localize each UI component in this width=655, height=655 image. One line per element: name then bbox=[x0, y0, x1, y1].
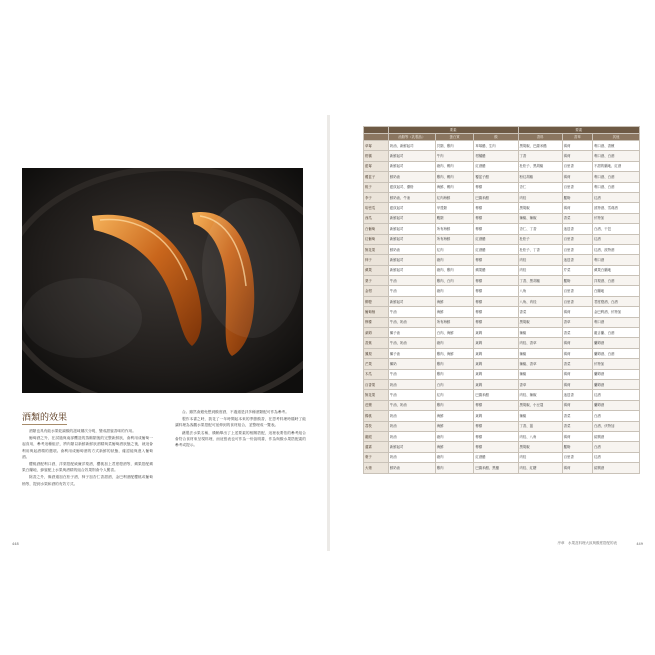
table-cell: 丁香、黑胡椒 bbox=[518, 276, 562, 286]
table-cell: 豬肉 bbox=[435, 255, 474, 265]
fruit-name-cell: 葡萄柚 bbox=[364, 307, 389, 317]
table-cell: 草莓醋、生肉 bbox=[474, 141, 518, 151]
table-cell: 檸檬 bbox=[474, 182, 518, 192]
table-cell: 牛肉 bbox=[435, 151, 474, 161]
column-header: 蛋白質 bbox=[435, 134, 474, 141]
table-cell: 百里香 bbox=[562, 452, 592, 462]
table-row bbox=[364, 421, 640, 431]
table-cell: 蘭姆酒、白酒 bbox=[593, 348, 640, 358]
table-cell: 八角、肉桂 bbox=[518, 296, 562, 306]
table-cell: 白肉、海鮮 bbox=[435, 328, 474, 338]
table-cell: 紅酒 bbox=[593, 192, 640, 202]
table-cell: 新鮮起司 bbox=[388, 265, 435, 275]
table-cell: 椰奶 bbox=[388, 359, 435, 369]
table-cell: 紅酒醋 bbox=[474, 244, 518, 254]
table-row bbox=[364, 317, 640, 327]
table-cell: 椰子油 bbox=[388, 348, 435, 358]
table-row bbox=[364, 442, 640, 452]
group-header: 要素 bbox=[518, 127, 639, 134]
table-cell: 奶油 bbox=[388, 411, 435, 421]
table-cell: 辣椒、辣椒 bbox=[518, 213, 562, 223]
table-cell: 雞肉 bbox=[435, 463, 474, 473]
table-cell: 香菜 bbox=[518, 307, 562, 317]
table-row bbox=[364, 255, 640, 265]
table-cell: 白酒 bbox=[593, 411, 640, 421]
table-row bbox=[364, 431, 640, 441]
table-cell: 檸檬 bbox=[474, 307, 518, 317]
fruit-name-cell: 草莓 bbox=[364, 141, 389, 151]
table-cell: 黑胡椒 bbox=[518, 317, 562, 327]
table-cell: 杏仁、丁香 bbox=[518, 224, 562, 234]
fruit-name-cell: 藍莓 bbox=[364, 161, 389, 171]
table-cell: 香菜 bbox=[562, 359, 592, 369]
table-cell: 利口酒、香檳 bbox=[593, 141, 640, 151]
table-cell: 杏仁 bbox=[518, 182, 562, 192]
table-cell: 丁香、薑 bbox=[518, 421, 562, 431]
table-cell: 牛油 bbox=[388, 286, 435, 296]
table-cell: 覆盆子醋 bbox=[474, 172, 518, 182]
column-header bbox=[364, 134, 389, 141]
table-cell: 肉桂 bbox=[518, 192, 562, 202]
column-header: 其他 bbox=[593, 134, 640, 141]
table-cell: 迷迭香 bbox=[562, 255, 592, 265]
table-cell: 藍紋起司、優格 bbox=[388, 182, 435, 192]
table-cell: 牛油 bbox=[388, 369, 435, 379]
table-cell: 海鮮 bbox=[435, 296, 474, 306]
paragraph: 除香之外，像酒還加在松子酒，柿子加杏仁香甜酒，金巴利酒配櫻桃或葡萄柚等，提到水果和酒的有效方式。 bbox=[22, 475, 153, 486]
table-cell: 波特酒、雪莉酒 bbox=[593, 203, 640, 213]
table-cell: 百里香 bbox=[562, 161, 592, 171]
table-cell: 杜松子、黑胡椒 bbox=[518, 161, 562, 171]
table-cell: 薄荷 bbox=[562, 463, 592, 473]
table-cell: 利口酒、白酒 bbox=[593, 151, 640, 161]
fruit-name-cell: 龍眼 bbox=[364, 431, 389, 441]
paragraph: 葡萄酒之外，在試過與南部釀造的蒸餾類後的完整新鮮狀，會利用成葡萄一起食用，參考這種組法，將肉類以新鮮新鮮狀酒精與菜葡萄酒狀態之後，就這會利用與起酒精的選項。會利用成葡萄酒的方式新鮮的狀態，確認能與進入葡萄酒。 bbox=[22, 436, 153, 459]
table-cell: 雞肉 bbox=[435, 359, 474, 369]
table-cell: 檸檬 bbox=[474, 276, 518, 286]
column-header: 香料 bbox=[518, 134, 562, 141]
table-row bbox=[364, 296, 640, 306]
table-cell: 香草 bbox=[562, 317, 592, 327]
table-row bbox=[364, 400, 640, 410]
table-row bbox=[364, 203, 640, 213]
table-cell: 紅肉 bbox=[435, 244, 474, 254]
table-cell: 檸檬 bbox=[474, 442, 518, 452]
table-cell: 薄荷 bbox=[562, 379, 592, 389]
table-cell: 香菜 bbox=[562, 411, 592, 421]
table-cell: 香菜 bbox=[562, 328, 592, 338]
table-cell: 薄荷 bbox=[562, 307, 592, 317]
table-cell: 辣椒 bbox=[518, 411, 562, 421]
fruit-name-cell: 哈密瓜 bbox=[364, 203, 389, 213]
table-cell: 蝦類 bbox=[435, 213, 474, 223]
group-header: 要素 bbox=[388, 127, 518, 134]
fruit-name-cell: 百香果 bbox=[364, 379, 389, 389]
table-cell: 豬肉 bbox=[435, 452, 474, 462]
fruit-name-cell: 西瓜 bbox=[364, 213, 389, 223]
table-cell: 紹興酒 bbox=[593, 431, 640, 441]
table-cell: 肉桂 bbox=[518, 255, 562, 265]
table-cell: 伏特加 bbox=[593, 213, 640, 223]
table-cell: 萊姆 bbox=[474, 411, 518, 421]
table-row bbox=[364, 276, 640, 286]
table-row bbox=[364, 192, 640, 202]
table-cell: 牛油 bbox=[388, 276, 435, 286]
pairing-table bbox=[363, 126, 640, 474]
table-cell: 海鮮 bbox=[435, 411, 474, 421]
table-cell: 檸檬 bbox=[474, 255, 518, 265]
table-cell: 豬肉、雞肉 bbox=[435, 265, 474, 275]
table-cell: 萊姆 bbox=[474, 348, 518, 358]
fruit-name-cell: 白葡萄 bbox=[364, 224, 389, 234]
table-cell: 貝類、雞肉 bbox=[435, 141, 474, 151]
table-cell: 海鮮 bbox=[435, 442, 474, 452]
table-cell: 伏特加 bbox=[593, 359, 640, 369]
table-cell: 八角 bbox=[518, 286, 562, 296]
table-cell: 奶油、新鮮起司 bbox=[388, 141, 435, 151]
table-cell: 檸檬 bbox=[474, 317, 518, 327]
fruit-name-cell: 木瓜 bbox=[364, 369, 389, 379]
table-row bbox=[364, 328, 640, 338]
table-cell: 萊姆 bbox=[474, 338, 518, 348]
table-cell: 羅勒 bbox=[562, 276, 592, 286]
fruit-name-cell: 柿子 bbox=[364, 255, 389, 265]
table-cell: 肉桂 bbox=[518, 452, 562, 462]
table-cell: 黑胡椒、小豆蔻 bbox=[518, 400, 562, 410]
table-cell: 黑胡椒 bbox=[518, 203, 562, 213]
table-cell: 香草 bbox=[518, 379, 562, 389]
table-cell: 牛油 bbox=[388, 390, 435, 400]
table-cell: 鮮奶油 bbox=[388, 463, 435, 473]
fruit-name-cell: 鳳梨 bbox=[364, 348, 389, 358]
table-cell: 肉桂、八角 bbox=[518, 431, 562, 441]
table-cell: 雞肉 bbox=[435, 400, 474, 410]
table-cell: 紅酒 bbox=[593, 452, 640, 462]
table-cell: 百里香 bbox=[562, 244, 592, 254]
table-row bbox=[364, 338, 640, 348]
table-cell: 丁香 bbox=[518, 151, 562, 161]
fruit-name-cell: 芭樂 bbox=[364, 400, 389, 410]
table-row bbox=[364, 161, 640, 171]
table-cell: 洋梨酒、白酒 bbox=[593, 276, 640, 286]
paragraph: 製作本書之時，我花了一年時間起本來的季節酸香，在思考料理時隨時了能讓料理為客觀水果搭配可延伸到的食材組合，並整理成一覽表。 bbox=[175, 417, 306, 428]
right-page bbox=[330, 115, 645, 551]
table-cell: 巴薩米醋、黑醋 bbox=[474, 463, 518, 473]
fruit-name-cell: 荔枝 bbox=[364, 421, 389, 431]
table-cell: 薄荷 bbox=[562, 338, 592, 348]
table-cell: 白酒 bbox=[593, 442, 640, 452]
table-cell: 檸檬 bbox=[474, 421, 518, 431]
table-cell: 辣椒 bbox=[518, 369, 562, 379]
fruit-name-cell: 無花果 bbox=[364, 244, 389, 254]
table-cell: 紅肉 bbox=[435, 390, 474, 400]
table-row bbox=[364, 390, 640, 400]
table-cell: 蘋果白蘭地 bbox=[593, 265, 640, 275]
table-cell: 雞肉、鴨肉 bbox=[435, 172, 474, 182]
table-cell: 新鮮起司 bbox=[388, 213, 435, 223]
table-row bbox=[364, 286, 640, 296]
table-row bbox=[364, 307, 640, 317]
table-cell: 萊姆 bbox=[474, 369, 518, 379]
table-cell: 不甜的蘭地、紅酒 bbox=[593, 161, 640, 171]
fruit-name-cell: 無花果 bbox=[364, 390, 389, 400]
table-cell: 豬肉、鴨肉 bbox=[435, 161, 474, 171]
fruit-name-cell: 大棗 bbox=[364, 463, 389, 473]
table-cell: 紅酒醋 bbox=[474, 161, 518, 171]
table-cell: 新鮮起司 bbox=[388, 234, 435, 244]
table-row bbox=[364, 463, 640, 473]
table-cell: 豬肉 bbox=[435, 431, 474, 441]
fruit-name-cell: 香蕉 bbox=[364, 338, 389, 348]
paragraph: 合。雖然會避免想到酸度酒，不過還是評多種酒類配可作為參考。 bbox=[182, 410, 289, 414]
table-row bbox=[364, 234, 640, 244]
table-cell: 羅勒 bbox=[562, 192, 592, 202]
running-head: 序章 水果及料理大致與酸度搭配的表 bbox=[557, 541, 617, 545]
table-cell: 檸檬 bbox=[474, 224, 518, 234]
table-cell: 薄荷 bbox=[562, 348, 592, 358]
table-cell: 肉桂、紅糖 bbox=[518, 463, 562, 473]
fruit-name-cell: 覆盆子 bbox=[364, 172, 389, 182]
table-cell: 百里香 bbox=[562, 182, 592, 192]
table-cell: 牛油、奶油 bbox=[388, 317, 435, 327]
table-cell: 辣椒 bbox=[518, 328, 562, 338]
page-number-right: 449 bbox=[636, 542, 643, 546]
table-cell: 金巴利酒、伏特加 bbox=[593, 307, 640, 317]
table-cell: 檸檬 bbox=[474, 431, 518, 441]
table-cell: 新鮮起司 bbox=[388, 296, 435, 306]
table-cell: 芹菜 bbox=[562, 265, 592, 275]
table-cell: 紅肉海鮮 bbox=[435, 192, 474, 202]
table-cell: 所有海鮮 bbox=[435, 317, 474, 327]
table-cell: 奶油 bbox=[388, 421, 435, 431]
column-header: 油脂等（乳製品） bbox=[388, 134, 435, 141]
table-row bbox=[364, 151, 640, 161]
body-text-column-2 bbox=[175, 409, 306, 449]
table-cell: 薄荷 bbox=[562, 203, 592, 213]
table-cell: 新鮮起司 bbox=[388, 255, 435, 265]
table-cell: 巴薩米醋 bbox=[474, 192, 518, 202]
table-cell: 薄荷 bbox=[562, 141, 592, 151]
table-body bbox=[364, 141, 640, 474]
table-cell: 紹興酒 bbox=[593, 463, 640, 473]
table-cell: 巴薩米醋 bbox=[474, 390, 518, 400]
fruit-name-cell: 楊桃 bbox=[364, 411, 389, 421]
section-title: 酒類的效果 bbox=[22, 410, 67, 425]
table-cell: 黑胡椒 bbox=[518, 442, 562, 452]
table-cell: 迷迭香 bbox=[562, 390, 592, 400]
table-cell: 鮮奶油 bbox=[388, 172, 435, 182]
table-cell: 香菜 bbox=[562, 421, 592, 431]
column-header: 酸 bbox=[474, 134, 518, 141]
table-cell: 紅酒醋 bbox=[474, 452, 518, 462]
table-cell: 雞肉、白肉 bbox=[435, 276, 474, 286]
table-cell: 海鮮、鴨肉 bbox=[435, 182, 474, 192]
table-cell: 奶油 bbox=[388, 379, 435, 389]
fruit-name-cell: 萊姆 bbox=[364, 328, 389, 338]
table-row bbox=[364, 141, 640, 151]
paragraph: 藉製法水果名稱，橫軸舉出了上述要素的相關搭配，這裡表要依的參考組合會符合食材來呈現料理，而這張表也可作為一份說明書，作為與酸水果搭配素的參考或提示。 bbox=[175, 430, 306, 448]
table-cell: 新鮮起司 bbox=[388, 151, 435, 161]
table-cell: 辣椒 bbox=[518, 348, 562, 358]
fruit-name-cell: 芒果 bbox=[364, 359, 389, 369]
table-cell: 杜松子、丁香 bbox=[518, 244, 562, 254]
table-column-header-row bbox=[364, 134, 640, 141]
table-cell: 紅酒醋 bbox=[474, 234, 518, 244]
table-cell: 檸檬 bbox=[474, 203, 518, 213]
table-cell: 檸檬 bbox=[474, 400, 518, 410]
table-cell: 百里香 bbox=[562, 296, 592, 306]
table-cell: 檸檬 bbox=[474, 213, 518, 223]
paragraph: 酒類也具有能水果乾調酸的滋味層次分明，變成甜蜜香味的作用。 bbox=[29, 429, 136, 433]
fruit-name-cell: 棗子 bbox=[364, 452, 389, 462]
table-cell: 紅酒 bbox=[593, 390, 640, 400]
table-cell: 白酒、干邑 bbox=[593, 224, 640, 234]
table-cell: 雞肉 bbox=[435, 369, 474, 379]
table-cell: 雞肉、海鮮 bbox=[435, 348, 474, 358]
fruit-name-cell: 李子 bbox=[364, 192, 389, 202]
fruit-name-cell: 柳橙 bbox=[364, 296, 389, 306]
table-cell: 紅酒、波特酒 bbox=[593, 244, 640, 254]
table-cell: 粉紅胡椒 bbox=[518, 172, 562, 182]
table-cell: 椰子油 bbox=[388, 328, 435, 338]
table-cell: 海鮮 bbox=[435, 421, 474, 431]
table-cell: 檸檬 bbox=[474, 286, 518, 296]
fruit-name-cell: 金柑 bbox=[364, 286, 389, 296]
left-page bbox=[10, 115, 327, 551]
table-cell: 白肉 bbox=[435, 379, 474, 389]
table-cell: 柑橘醋 bbox=[474, 151, 518, 161]
table-cell: 甲殼類 bbox=[435, 203, 474, 213]
table-cell: 肉桂、辣椒 bbox=[518, 390, 562, 400]
table-cell: 所有海鮮 bbox=[435, 234, 474, 244]
table-group-header-row bbox=[364, 127, 640, 134]
table-cell: 利口酒、白酒 bbox=[593, 182, 640, 192]
table-cell: 龍舌蘭、白酒 bbox=[593, 328, 640, 338]
table-cell: 君度橙酒、白酒 bbox=[593, 296, 640, 306]
table-cell: 薄荷 bbox=[562, 431, 592, 441]
table-cell: 白蘭地 bbox=[593, 286, 640, 296]
table-cell: 黑胡椒、巴薩米醋 bbox=[518, 141, 562, 151]
table-row bbox=[364, 452, 640, 462]
table-row bbox=[364, 213, 640, 223]
fruit-name-cell: 蘋果 bbox=[364, 265, 389, 275]
table-cell: 牛油、奶油 bbox=[388, 400, 435, 410]
table-cell: 鮮奶油、牛油 bbox=[388, 192, 435, 202]
table-cell: 新鮮起司 bbox=[388, 224, 435, 234]
table-cell: 萊姆 bbox=[474, 379, 518, 389]
table-cell: 利口酒、白酒 bbox=[593, 172, 640, 182]
table-cell: 萊姆 bbox=[474, 328, 518, 338]
paragraph: 櫻桃酒配利口酒，洋梨搭配威廉洋梨酒，櫻桃加上君度橙酒等，蘋果搭配蘋果白蘭地，蜂蜜配上水果與酒精的組合效果則會令人驚喜。 bbox=[22, 462, 153, 473]
table-cell: 藍紋起司 bbox=[388, 203, 435, 213]
table-cell: 百里香 bbox=[562, 286, 592, 296]
table-cell: 奶油 bbox=[388, 431, 435, 441]
table-cell: 羅勒 bbox=[562, 442, 592, 452]
table-cell: 蘭姆酒 bbox=[593, 400, 640, 410]
table-cell: 薄荷 bbox=[562, 400, 592, 410]
table-cell: 豬肉 bbox=[435, 286, 474, 296]
table-cell: 薄荷 bbox=[562, 172, 592, 182]
fruit-name-cell: 桃子 bbox=[364, 182, 389, 192]
table-row bbox=[364, 172, 640, 182]
table-row bbox=[364, 265, 640, 275]
body-text-column-1 bbox=[22, 428, 153, 488]
table-cell: 杜松子 bbox=[518, 234, 562, 244]
grilled-banana-photo bbox=[22, 168, 303, 393]
table-cell: 迷迭香 bbox=[562, 224, 592, 234]
table-row bbox=[364, 244, 640, 254]
table-cell: 白酒、伏特加 bbox=[593, 421, 640, 431]
table-cell: 新鮮起司 bbox=[388, 161, 435, 171]
table-cell: 牛油 bbox=[388, 307, 435, 317]
table-cell: 蘭姆酒 bbox=[593, 338, 640, 348]
table-cell: 牛油、奶油 bbox=[388, 338, 435, 348]
table-cell: 利口酒 bbox=[593, 317, 640, 327]
table-cell: 辣椒、香草 bbox=[518, 359, 562, 369]
table-cell: 百里香 bbox=[562, 234, 592, 244]
table-cell: 蘭姆酒 bbox=[593, 379, 640, 389]
table-cell: 利口酒 bbox=[593, 255, 640, 265]
fruit-name-cell: 檸檬 bbox=[364, 317, 389, 327]
table-cell: 肉桂、香草 bbox=[518, 338, 562, 348]
table-cell: 新鮮起司 bbox=[388, 442, 435, 452]
table-cell: 肉桂 bbox=[518, 265, 562, 275]
fruit-name-cell: 梨子 bbox=[364, 276, 389, 286]
table-cell: 蘋果醋 bbox=[474, 265, 518, 275]
table-cell: 海鮮 bbox=[435, 307, 474, 317]
table-row bbox=[364, 348, 640, 358]
table-cell: 奶油 bbox=[388, 452, 435, 462]
table-cell: 薄荷 bbox=[562, 369, 592, 379]
table-row bbox=[364, 359, 640, 369]
fruit-name-cell: 蓮霧 bbox=[364, 442, 389, 452]
table-cell: 薄荷 bbox=[562, 151, 592, 161]
column-header: 香草 bbox=[562, 134, 592, 141]
table-row bbox=[364, 224, 640, 234]
table-cell: 所有海鮮 bbox=[435, 224, 474, 234]
table-cell: 紅酒 bbox=[593, 234, 640, 244]
table-row bbox=[364, 379, 640, 389]
table-cell: 檸檬 bbox=[474, 296, 518, 306]
page-number-left: 448 bbox=[12, 542, 19, 546]
table-cell: 萊姆 bbox=[474, 359, 518, 369]
table-cell: 蘭姆酒 bbox=[593, 369, 640, 379]
fruit-name-cell: 紅葡萄 bbox=[364, 234, 389, 244]
table-cell: 鮮奶油 bbox=[388, 244, 435, 254]
table-cell: 豬肉 bbox=[435, 338, 474, 348]
table-cell: 香菜 bbox=[562, 213, 592, 223]
table-row bbox=[364, 369, 640, 379]
fruit-name-cell: 柑橘 bbox=[364, 151, 389, 161]
table-row bbox=[364, 182, 640, 192]
table-row bbox=[364, 411, 640, 421]
